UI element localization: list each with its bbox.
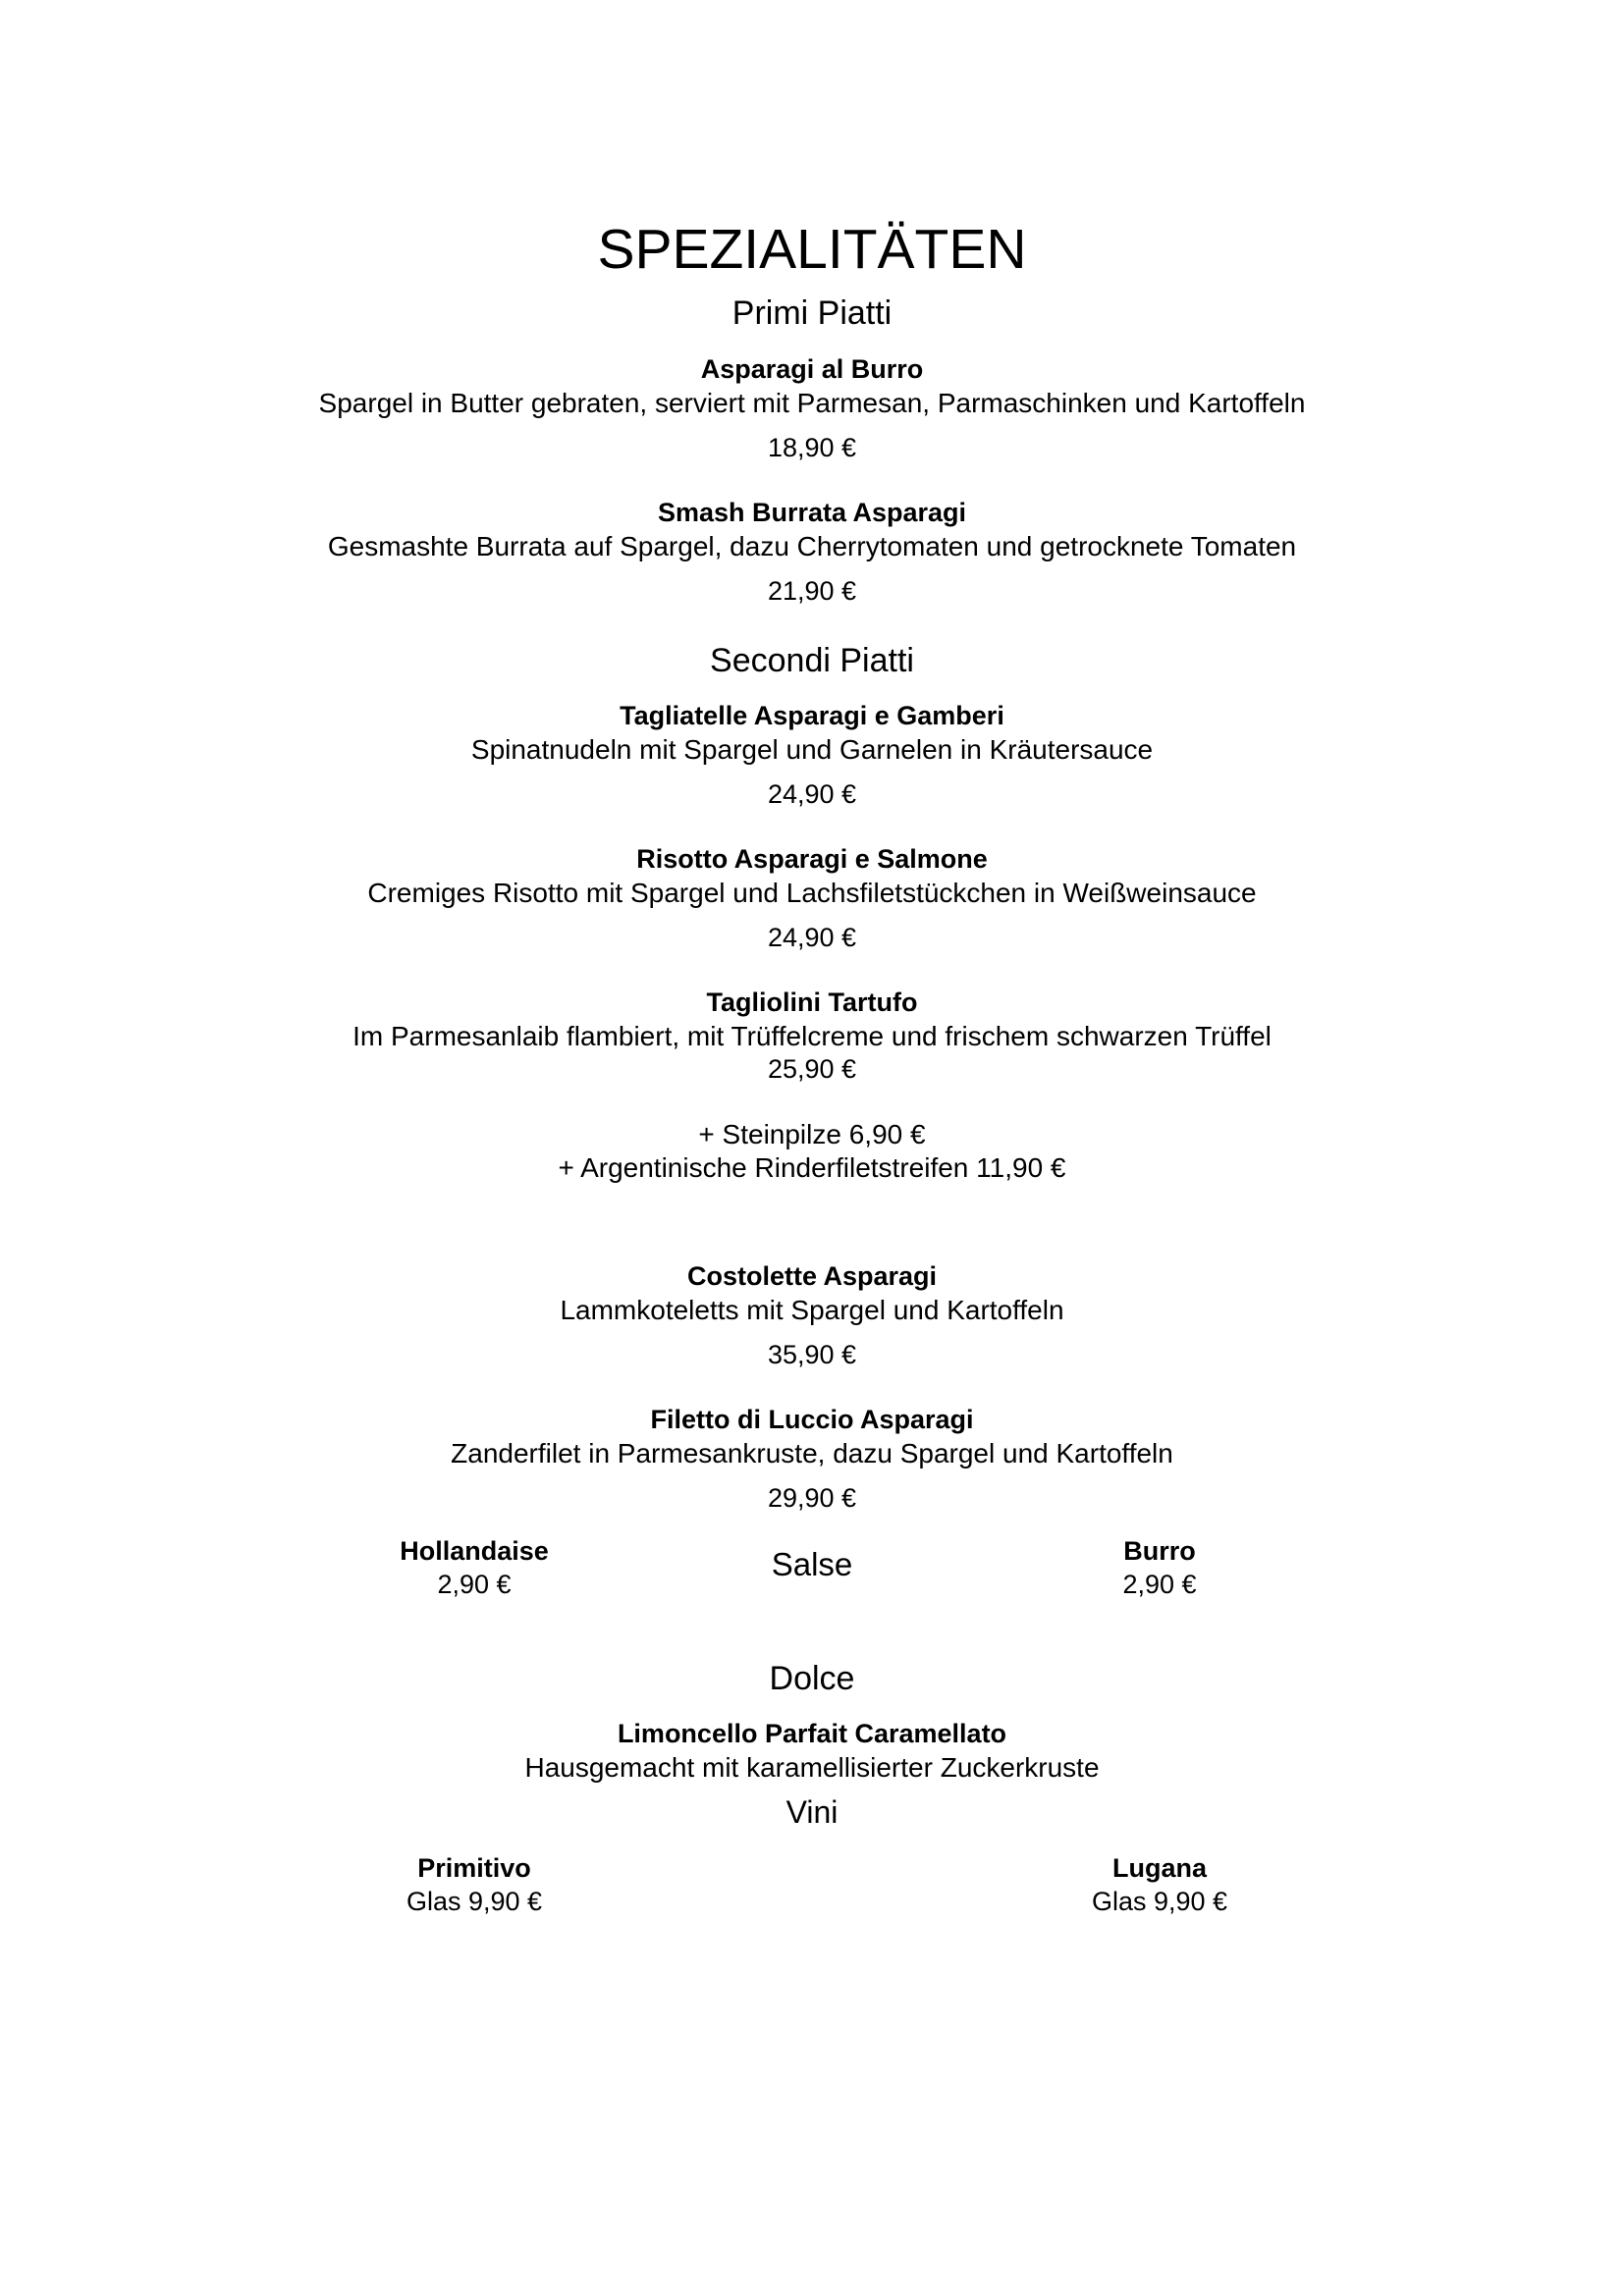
dish-description: Zanderfilet in Parmesankruste, dazu Spargel und Kartoffeln: [451, 1438, 1173, 1468]
dish-description: Lammkoteletts mit Spargel und Kartoffeln: [560, 1295, 1064, 1325]
section-heading-dolce: Dolce: [769, 1660, 855, 1697]
section-heading-salse: Salse: [771, 1546, 853, 1582]
wine-name-left: Primitivo: [417, 1853, 531, 1883]
sauce-name-right: Burro: [1123, 1536, 1196, 1566]
dish-price: 29,90 €: [767, 1483, 857, 1513]
dish-name: Risotto Asparagi e Salmone: [636, 844, 988, 874]
extra-option: + Steinpilze 6,90 €: [698, 1119, 926, 1149]
dish-price: 24,90 €: [767, 923, 857, 952]
dish-price: 18,90 €: [767, 433, 857, 462]
dish-description: Hausgemacht mit karamellisierter Zuckerkruste: [524, 1752, 1100, 1783]
dish-description: Spargel in Butter gebraten, serviert mit Parmesan, Parmaschinken und Kartoffeln: [318, 388, 1306, 418]
dish-name: Costolette Asparagi: [686, 1261, 938, 1291]
dish-name: Asparagi al Burro: [700, 354, 924, 384]
dish-name: Tagliatelle Asparagi e Gamberi: [620, 701, 1004, 730]
page-title: SPEZIALITÄTEN: [597, 218, 1027, 281]
sauce-name-left: Hollandaise: [400, 1536, 549, 1566]
section-heading-vini: Vini: [785, 1794, 839, 1830]
dish-name: Tagliolini Tartufo: [706, 988, 918, 1017]
wine-price-left: Glas 9,90 €: [406, 1887, 543, 1916]
dish-name: Limoncello Parfait Caramellato: [617, 1719, 1007, 1748]
wine-name-right: Lugana: [1111, 1853, 1207, 1883]
dish-name: Filetto di Luccio Asparagi: [650, 1405, 974, 1434]
dish-description: Spinatnudeln mit Spargel und Garnelen in Kräutersauce: [470, 734, 1154, 765]
dish-price: 35,90 €: [767, 1340, 857, 1369]
extra-option: + Argentinische Rinderfiletstreifen 11,90 €: [558, 1152, 1066, 1183]
sauce-price-left: 2,90 €: [437, 1570, 512, 1599]
wine-price-right: Glas 9,90 €: [1091, 1887, 1228, 1916]
dish-description: Im Parmesanlaib flambiert, mit Trüffelcreme und frischem schwarzen Trüffel: [352, 1021, 1272, 1051]
section-heading-primi: Primi Piatti: [731, 294, 893, 332]
dish-description: Cremiges Risotto mit Spargel und Lachsfiletstückchen in Weißweinsauce: [367, 878, 1257, 908]
dish-name: Smash Burrata Asparagi: [657, 498, 967, 527]
dish-price: 21,90 €: [767, 576, 857, 606]
section-heading-secondi: Secondi Piatti: [710, 642, 914, 679]
dish-description: Gesmashte Burrata auf Spargel, dazu Cherrytomaten und getrocknete Tomaten: [327, 531, 1297, 561]
dish-price: 24,90 €: [767, 779, 857, 809]
sauce-price-right: 2,90 €: [1122, 1570, 1197, 1599]
dish-price: 25,90 €: [767, 1054, 857, 1084]
